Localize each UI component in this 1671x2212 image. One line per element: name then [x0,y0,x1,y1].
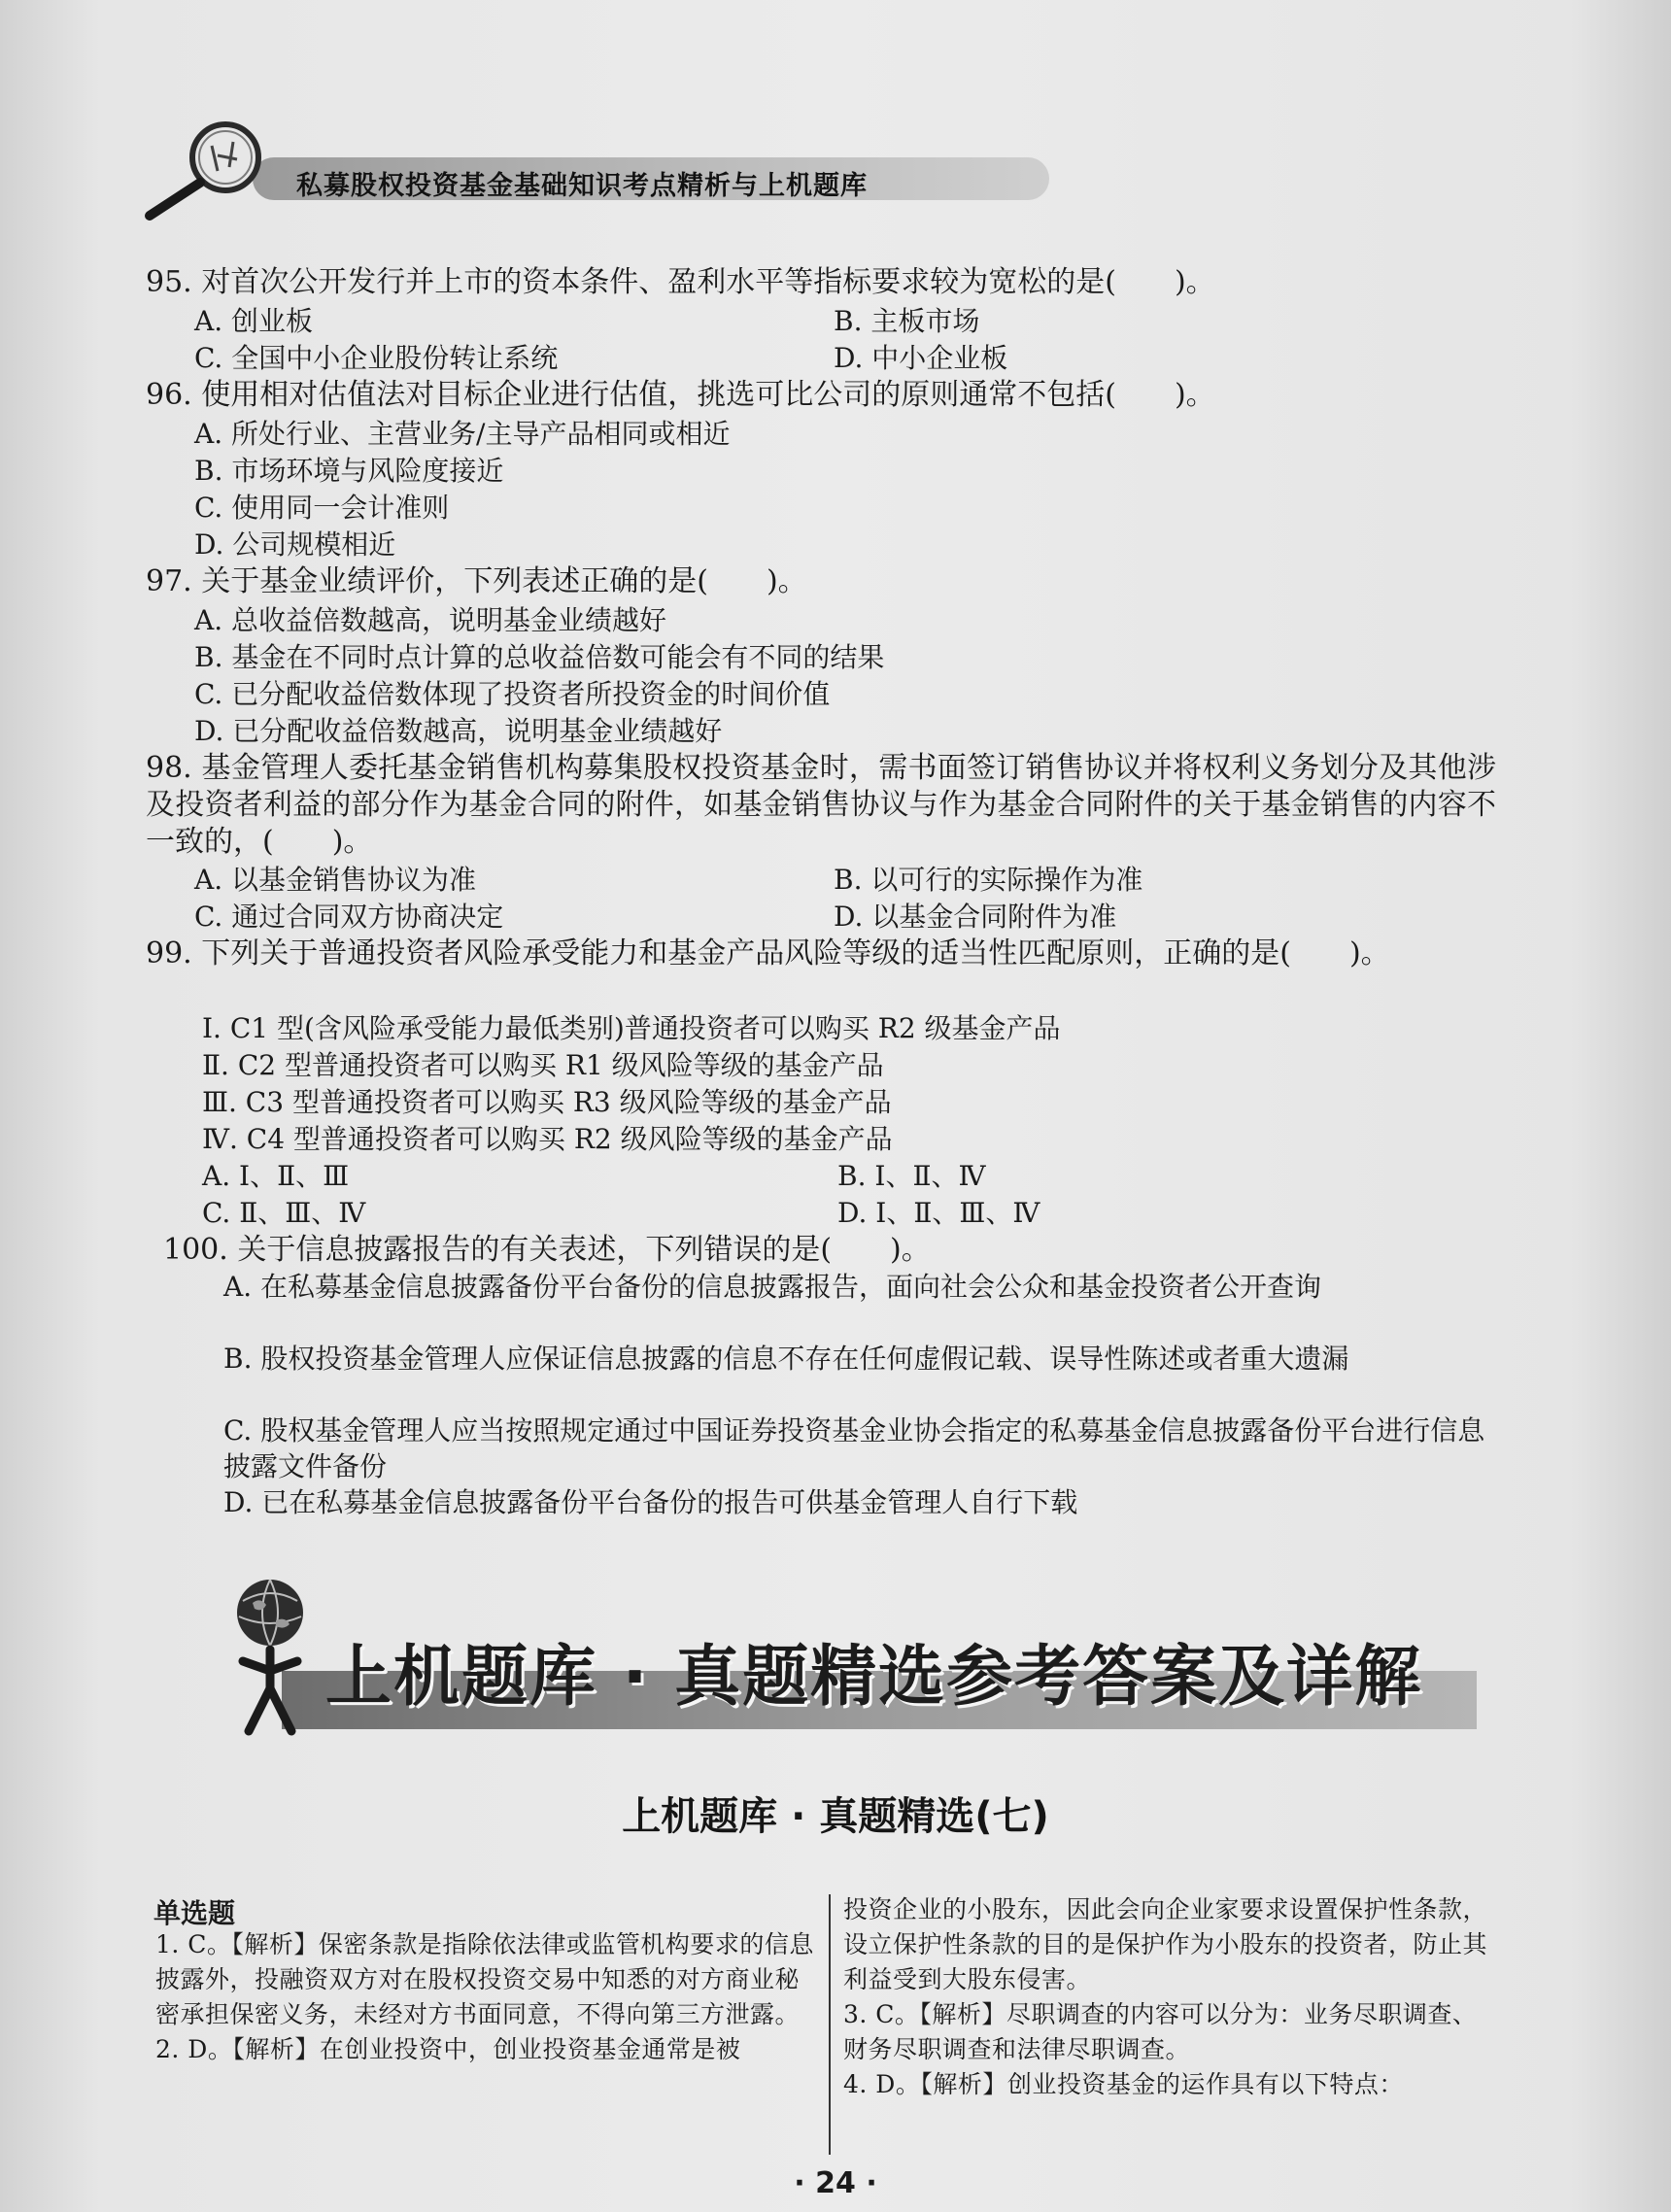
q99-option-d: D. Ⅰ、Ⅱ、Ⅲ、Ⅳ [837,1197,1040,1229]
q100-option-a: A. 在私募基金信息披露备份平台备份的信息披露报告，面向社会公众和基金投资者公开查询 [223,1271,1322,1303]
q98-option-c: C. 通过合同双方协商决定 [194,901,504,933]
magnifier-icon [136,107,272,223]
answers-left-column [155,1927,816,2067]
q95-option-b: B. 主板市场 [834,305,980,337]
question-99-stem: 99. 下列关于普通投资者风险承受能力和基金产品风险等级的适当性匹配原则，正确的是( )。 [146,936,1390,970]
q96-option-a: A. 所处行业、主营业务/主导产品相同或相近 [194,418,731,450]
question-95-stem: 95. 对首次公开发行并上市的资本条件、盈利水平等指标要求较为宽松的是( )。 [146,265,1215,299]
q99-item-2: Ⅱ. C2 型普通投资者可以购买 R1 级风险等级的基金产品 [202,1049,884,1081]
q95-option-c: C. 全国中小企业股份转让系统 [194,342,559,374]
q97-option-b: B. 基金在不同时点计算的总收益倍数可能会有不同的结果 [194,641,885,673]
q95-option-a: A. 创业板 [194,305,314,337]
page-header [136,107,933,223]
q97-option-d: D. 已分配收益倍数越高，说明基金业绩越好 [194,715,723,747]
answers-right-column [843,1892,1496,2102]
banner-title: 上机题库 · 真题精选参考答案及详解 [325,1639,1423,1716]
q99-item-4: Ⅳ. C4 型普通投资者可以购买 R2 级风险等级的基金产品 [202,1123,893,1155]
q99-option-c: C. Ⅱ、Ⅲ、Ⅳ [202,1197,366,1229]
q99-option-b: B. Ⅰ、Ⅱ、Ⅳ [837,1160,986,1192]
q97-option-c: C. 已分配收益倍数体现了投资者所投资金的时间价值 [194,678,831,710]
answer-4: 4. D。【解析】创业投资基金的运作具有以下特点： [843,2070,1404,2098]
q100-option-b: B. 股权投资基金管理人应保证信息披露的信息不存在任何虚假记载、误导性陈述或者重大遗漏 [223,1343,1349,1375]
q98-option-a: A. 以基金销售协议为准 [194,864,477,896]
globe-figure-icon [214,1574,340,1739]
q95-option-d: D. 中小企业板 [834,342,1008,374]
question-100-stem: 100. 关于信息披露报告的有关表述，下列错误的是( )。 [163,1233,931,1267]
answer-2-continued: 投资企业的小股东，因此会向企业家要求设置保护性条款，设立保护性条款的目的是保护作为小股东的投资者，防止其利益受到大股东侵害。 [843,1895,1488,1993]
q99-option-a: A. Ⅰ、Ⅱ、Ⅲ [202,1160,350,1192]
question-96-stem: 96. 使用相对估值法对目标企业进行估值，挑选可比公司的原则通常不包括( )。 [146,378,1215,412]
answer-3: 3. C。【解析】尽职调查的内容可以分为：业务尽职调查、财务尽职调查和法律尽职调查。 [843,2000,1478,2063]
q96-option-c: C. 使用同一会计准则 [194,492,450,524]
q96-option-d: D. 公司规模相近 [194,528,396,561]
column-divider [829,1894,831,2155]
q97-option-a: A. 总收益倍数越高，说明基金业绩越好 [194,604,667,636]
q100-option-c: C. 股权基金管理人应当按照规定通过中国证券投资基金业协会指定的私募基金信息披露备份平台进行信息披露文件备份 [223,1414,1485,1482]
q96-option-b: B. 市场环境与风险度接近 [194,455,504,487]
q100-option-d: D. 已在私募基金信息披露备份平台备份的报告可供基金管理人自行下载 [223,1486,1078,1518]
q99-item-3: Ⅲ. C3 型普通投资者可以购买 R3 级风险等级的基金产品 [202,1086,892,1118]
section-subtitle: 上机题库 · 真题精选(七) [622,1794,1049,1839]
single-choice-heading: 单选题 [153,1897,236,1929]
question-98-stem: 98. 基金管理人委托基金销售机构募集股权投资基金时，需书面签订销售协议并将权利义务划分及其他涉及投资者利益的部分作为基金合同的附件，如基金销售协议与作为基金合同附件的关于基金销售的内容不一致的，( )。 [146,751,1496,859]
answer-1: 1. C。【解析】保密条款是指除依法律或监管机构要求的信息披露外，投融资双方对在股权投资交易中知悉的对方商业秘密承担保密义务，未经对方书面同意，不得向第三方泄露。 [155,1930,814,2028]
section-banner [214,1574,1477,1739]
q99-item-1: Ⅰ. C1 型(含风险承受能力最低类别)普通投资者可以购买 R2 级基金产品 [202,1012,1061,1044]
q98-option-d: D. 以基金合同附件为准 [834,901,1117,933]
question-97-stem: 97. 关于基金业绩评价，下列表述正确的是( )。 [146,564,807,598]
q98-option-b: B. 以可行的实际操作为准 [834,864,1143,896]
header-title: 私募股权投资基金基础知识考点精析与上机题库 [296,171,868,201]
answer-2: 2. D。【解析】在创业投资中，创业投资基金通常是被 [155,2035,741,2063]
page-number: · 24 · [794,2166,877,2200]
